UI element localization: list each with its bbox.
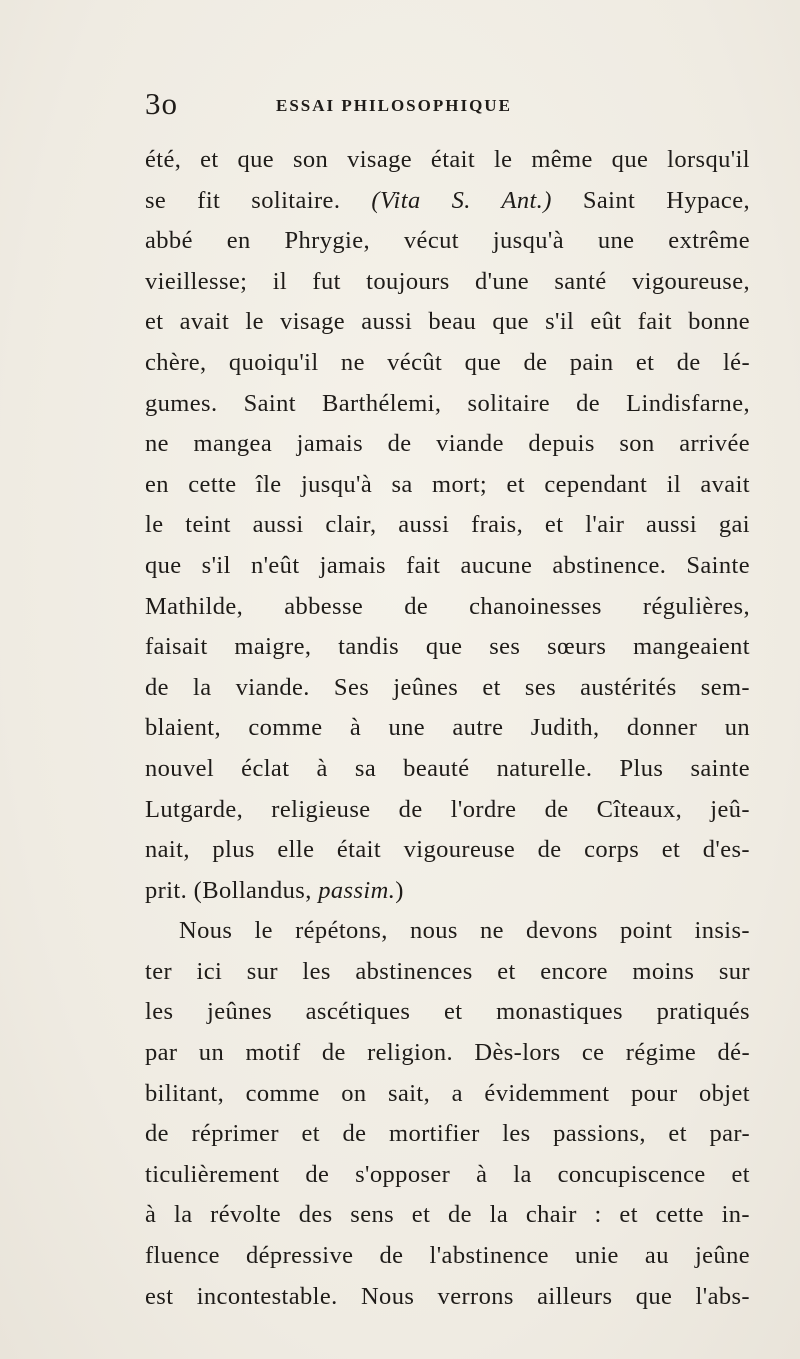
text-line: été, et que son visage était le même que lorsqu'il xyxy=(145,146,750,173)
running-title: ESSAI PHILOSOPHIQUE xyxy=(276,96,512,115)
text-line: bilitant, comme on sait, a évidemment pour objet xyxy=(145,1079,750,1107)
text-line xyxy=(145,181,750,222)
text-line: ne mangea jamais de viande depuis son arrivée xyxy=(145,430,750,458)
text-line: Lutgarde, religieuse de l'ordre de Cîteaux, jeû- xyxy=(145,795,750,823)
text-line xyxy=(145,871,750,912)
text-line: vieillesse; il fut toujours d'une santé vigoureuse, xyxy=(145,267,750,295)
text-line: que s'il n'eût jamais fait aucune abstinence. Sainte xyxy=(145,551,750,579)
text-line: chère, quoiqu'il ne vécût que de pain et de lé- xyxy=(145,348,750,376)
text-line: ticulièrement de s'opposer à la concupiscence et xyxy=(145,1160,750,1188)
text-line: en cette île jusqu'à sa mort; et cependant il avait xyxy=(145,470,750,498)
body-text xyxy=(145,140,750,1317)
text-line: blaient, comme à une autre Judith, donner un xyxy=(145,714,750,742)
citation-vita: (Vita S. Ant.) xyxy=(371,186,552,214)
text-line: nait, plus elle était vigoureuse de corps et d'es- xyxy=(145,836,750,864)
text-segment: Saint Hypace, xyxy=(551,186,750,214)
text-line: Mathilde, abbesse de chanoinesses régulières, xyxy=(145,592,750,620)
text-segment: ) xyxy=(395,876,404,904)
text-line: fluence dépressive de l'abstinence unie au jeûne xyxy=(145,1242,750,1270)
page-number: 3o xyxy=(145,86,178,121)
text-line: gumes. Saint Barthélemi, solitaire de Lindisfarne, xyxy=(145,389,750,417)
text-line: le teint aussi clair, aussi frais, et l'air aussi gai xyxy=(145,511,750,539)
text-segment: prit. (Bollandus, xyxy=(145,876,319,904)
text-line: de réprimer et de mortifier les passions, et par- xyxy=(145,1120,750,1148)
text-line: par un motif de religion. Dès-lors ce régime dé- xyxy=(145,1039,750,1067)
citation-passim: passim. xyxy=(318,876,396,904)
page-header xyxy=(145,86,745,126)
text-line: est incontestable. Nous verrons ailleurs que l'abs- xyxy=(145,1282,750,1310)
text-line: et avait le visage aussi beau que s'il eût fait bonne xyxy=(145,308,750,336)
text-line: de la viande. Ses jeûnes et ses austérités sem- xyxy=(145,673,750,701)
text-line: Nous le répétons, nous ne devons point insis- xyxy=(179,917,750,945)
text-line: à la révolte des sens et de la chair : et cette in- xyxy=(145,1201,750,1229)
text-line: les jeûnes ascétiques et monastiques pratiqués xyxy=(145,998,750,1026)
text-segment: se fit solitaire. xyxy=(145,186,372,214)
text-line: faisait maigre, tandis que ses sœurs mangeaient xyxy=(145,633,750,661)
text-line: ter ici sur les abstinences et encore moins sur xyxy=(145,957,750,985)
text-line: abbé en Phrygie, vécut jusqu'à une extrême xyxy=(145,227,750,255)
text-line: nouvel éclat à sa beauté naturelle. Plus sainte xyxy=(145,754,750,782)
